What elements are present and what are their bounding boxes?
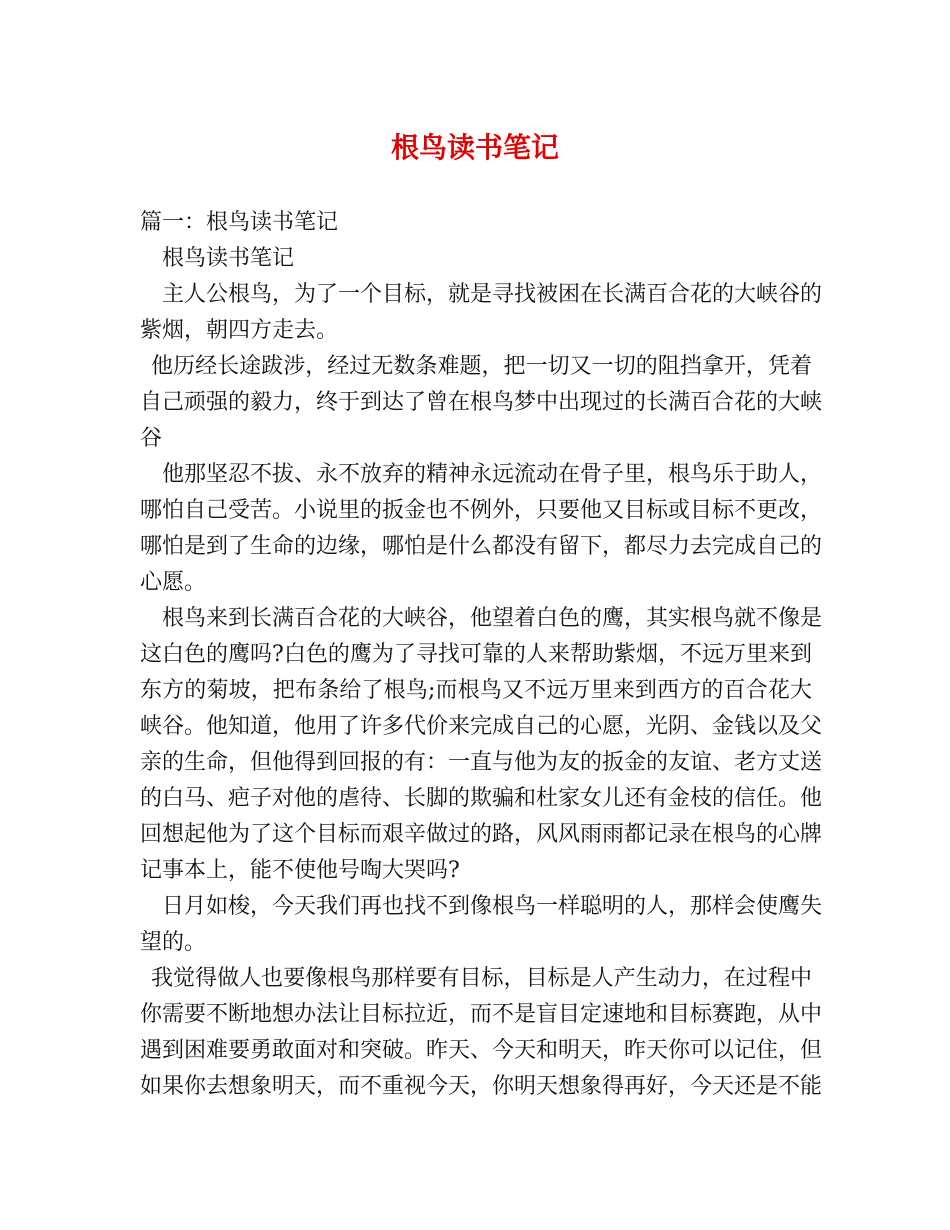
text-line: 我觉得做人也要像根鸟那样要有目标，目标是人产生动力，在过程中 — [151, 966, 812, 991]
text-line: 谷 — [140, 426, 163, 451]
text-line: 哪怕是到了生命的边缘，哪怕是什么都没有留下，都尽力去完成自己的 — [140, 534, 823, 559]
text-line: 根鸟读书笔记 — [162, 246, 295, 271]
text-line: 记事本上，能不使他号啕大哭吗? — [140, 858, 460, 883]
text-line: 篇一：根鸟读书笔记 — [140, 210, 339, 235]
text-line: 自己顽强的毅力，终于到达了曾在根鸟梦中出现过的长满百合花的大峡 — [140, 390, 823, 415]
text-line: 日月如梭，今天我们再也找不到像根鸟一样聪明的人，那样会使鹰失 — [162, 894, 823, 919]
text-line: 峡谷。他知道，他用了许多代价来完成自己的心愿，光阴、金钱以及父 — [140, 714, 823, 739]
text-line: 心愿。 — [140, 570, 207, 595]
document-body — [140, 205, 823, 1105]
text-line: 这白色的鹰吗?白色的鹰为了寻找可靠的人来帮助紫烟，不远万里来到 — [140, 642, 812, 667]
text-line: 回想起他为了这个目标而艰辛做过的路，风风雨雨都记录在根鸟的心牌 — [140, 822, 823, 847]
text-line: 根鸟来到长满百合花的大峡谷，他望着白色的鹰，其实根鸟就不像是 — [162, 606, 823, 631]
text-line: 他历经长途跋涉，经过无数条难题，把一切又一切的阻挡拿开，凭着 — [151, 354, 812, 379]
text-line: 你需要不断地想办法让目标拉近，而不是盲目定速地和目标赛跑，从中 — [140, 1002, 823, 1027]
text-line: 的白马、疤子对他的虐待、长脚的欺骗和杜家女儿还有金枝的信任。他 — [140, 786, 823, 811]
text-line: 望的。 — [140, 930, 207, 955]
text-line: 亲的生命，但他得到回报的有：一直与他为友的扳金的友谊、老方丈送 — [140, 750, 823, 775]
document-title: 根鸟读书笔记 — [390, 131, 559, 164]
text-line: 哪怕自己受苦。小说里的扳金也不例外，只要他又目标或目标不更改， — [140, 498, 823, 523]
text-line: 紫烟，朝四方走去。 — [140, 318, 339, 343]
text-line: 如果你去想象明天，而不重视今天，你明天想象得再好，今天还是不能 — [140, 1074, 823, 1099]
text-line: 遇到困难要勇敢面对和突破。昨天、今天和明天，昨天你可以记住，但 — [140, 1038, 823, 1063]
text-line: 他那坚忍不拔、永不放弃的精神永远流动在骨子里，根鸟乐于助人， — [162, 462, 823, 487]
text-line: 东方的菊坡，把布条给了根鸟;而根鸟又不远万里来到西方的百合花大 — [140, 678, 812, 703]
text-line: 主人公根鸟，为了一个目标，就是寻找被困在长满百合花的大峡谷的 — [162, 282, 823, 307]
